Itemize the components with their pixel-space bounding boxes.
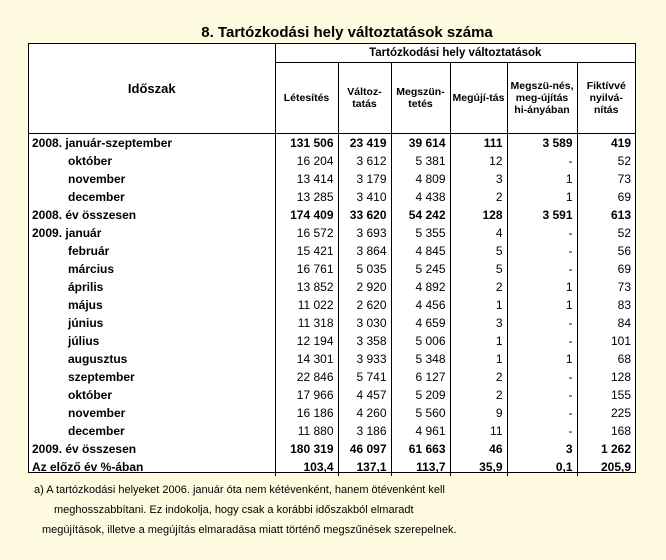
table-cell: 11 880 (275, 422, 338, 440)
table-cell: 155 (577, 386, 635, 404)
table-row (29, 404, 635, 422)
table-cell: 4 457 (338, 386, 391, 404)
table-cell: 73 (577, 278, 635, 296)
footnote-line: meghosszabbítani. Ez indokolja, hogy csak a korábbi időszakból elmaradt (54, 504, 414, 516)
table-cell: - (507, 368, 577, 386)
table-cell: - (507, 152, 577, 170)
period-header: Időszak (29, 44, 275, 134)
table-cell: 61 663 (391, 440, 450, 458)
table-cell: 3 030 (338, 314, 391, 332)
row-label: 2008. január-szeptember (29, 134, 275, 153)
table-cell: 113,7 (391, 458, 450, 476)
table-cell: 23 419 (338, 134, 391, 153)
table-row (29, 458, 635, 476)
table-cell: 11 022 (275, 296, 338, 314)
table-cell: 111 (450, 134, 507, 153)
table-cell: 56 (577, 242, 635, 260)
table-row (29, 134, 635, 153)
table-cell: 613 (577, 206, 635, 224)
table-cell: 69 (577, 188, 635, 206)
table-cell: 1 (507, 170, 577, 188)
table-cell: 2 (450, 278, 507, 296)
table-cell: 22 846 (275, 368, 338, 386)
table-cell: 5 741 (338, 368, 391, 386)
table-cell: 13 414 (275, 170, 338, 188)
table-cell: 137,1 (338, 458, 391, 476)
statistics-table (29, 44, 635, 476)
table-cell: 13 852 (275, 278, 338, 296)
table-cell: 9 (450, 404, 507, 422)
table-cell: 73 (577, 170, 635, 188)
table-cell: 5 (450, 242, 507, 260)
footnote-line: a) A tartózkodási helyeket 2006. január óta nem kétévenként, hanem ötévenként kell (34, 484, 445, 496)
table-cell: 1 262 (577, 440, 635, 458)
table-row (29, 206, 635, 224)
column-header-megujitas: Megújí-tás (450, 63, 507, 134)
table-cell: 3 612 (338, 152, 391, 170)
row-label: november (68, 172, 126, 186)
table-cell: 17 966 (275, 386, 338, 404)
table-cell: - (507, 422, 577, 440)
row-label: december (68, 424, 125, 438)
table-cell: 11 (450, 422, 507, 440)
row-label: október (68, 388, 113, 402)
table-cell: 128 (450, 206, 507, 224)
column-header-megszunes: Megszü-nés, meg-újítás hi-ányában (507, 63, 577, 134)
table-cell: - (507, 242, 577, 260)
table-cell: 15 421 (275, 242, 338, 260)
table-cell: 5 (450, 260, 507, 278)
table-cell: 68 (577, 350, 635, 368)
table-cell: 16 186 (275, 404, 338, 422)
table-cell: 1 (507, 278, 577, 296)
table-cell: 4 (450, 224, 507, 242)
table-cell: 4 456 (391, 296, 450, 314)
table-cell: 4 845 (391, 242, 450, 260)
column-header-megszuntetes: Megszün-tetés (391, 63, 450, 134)
row-label: 2009. január (32, 226, 102, 240)
table-cell: 180 319 (275, 440, 338, 458)
table-cell: 5 560 (391, 404, 450, 422)
table-cell: 46 097 (338, 440, 391, 458)
table-row (29, 242, 635, 260)
table-cell: 3 (450, 314, 507, 332)
table-cell: 3 933 (338, 350, 391, 368)
table-cell: 2 620 (338, 296, 391, 314)
table-body (29, 134, 635, 477)
table-cell: 13 285 (275, 188, 338, 206)
table-cell: 0,1 (507, 458, 577, 476)
table-row (29, 278, 635, 296)
column-header-valtoztatas: Változ-tatás (338, 63, 391, 134)
table-row (29, 296, 635, 314)
table-cell: - (507, 314, 577, 332)
table-cell: 5 355 (391, 224, 450, 242)
table-row (29, 224, 635, 242)
table-title: 8. Tartózkodási hely változtatások száma (201, 24, 493, 41)
table-cell: 168 (577, 422, 635, 440)
table-cell: 46 (450, 440, 507, 458)
column-header-fiktivve: Fiktívvé nyilvá-nítás (577, 63, 635, 134)
table-cell: 33 620 (338, 206, 391, 224)
table-row (29, 314, 635, 332)
table-cell: 83 (577, 296, 635, 314)
row-label: szeptember (68, 370, 135, 384)
table-cell: 4 961 (391, 422, 450, 440)
row-label: december (68, 190, 125, 204)
table-cell: 2 920 (338, 278, 391, 296)
row-label: március (68, 262, 115, 276)
table-cell: 3 (507, 440, 577, 458)
table-cell: 419 (577, 134, 635, 153)
table-cell: 3 186 (338, 422, 391, 440)
table-cell: 3 864 (338, 242, 391, 260)
group-header: Tartózkodási hely változtatások (275, 44, 635, 63)
table-cell: 69 (577, 260, 635, 278)
table-cell: 2 (450, 386, 507, 404)
table-cell: 54 242 (391, 206, 450, 224)
row-label: április (68, 280, 104, 294)
table-cell: 131 506 (275, 134, 338, 153)
row-label: június (68, 316, 104, 330)
table-cell: 1 (507, 296, 577, 314)
table-cell: - (507, 332, 577, 350)
table-cell: 5 245 (391, 260, 450, 278)
table-cell: 14 301 (275, 350, 338, 368)
table-cell: 5 381 (391, 152, 450, 170)
table-cell: 5 035 (338, 260, 391, 278)
table-cell: 3 591 (507, 206, 577, 224)
table-cell: 16 204 (275, 152, 338, 170)
table-cell: 2 (450, 368, 507, 386)
table-cell: 1 (507, 188, 577, 206)
table-cell: 5 006 (391, 332, 450, 350)
table-cell: 1 (507, 350, 577, 368)
table-cell: 84 (577, 314, 635, 332)
table-row (29, 170, 635, 188)
row-label: július (68, 334, 100, 348)
row-label: október (68, 154, 113, 168)
row-label: május (68, 298, 103, 312)
table-cell: 5 209 (391, 386, 450, 404)
table-cell: 4 438 (391, 188, 450, 206)
row-label: február (68, 244, 110, 258)
table-cell: 174 409 (275, 206, 338, 224)
table-cell: 16 761 (275, 260, 338, 278)
table-cell: - (507, 386, 577, 404)
table-cell: - (507, 404, 577, 422)
statistics-table-container (28, 43, 636, 473)
table-cell: 12 (450, 152, 507, 170)
table-cell: 103,4 (275, 458, 338, 476)
footnote-line: megújítások, illetve a megújítás elmaradása miatt történő megszűnések szerepelnek. (42, 524, 457, 536)
table-cell: 1 (450, 350, 507, 368)
table-row (29, 332, 635, 350)
table-cell: 1 (450, 296, 507, 314)
column-header-letesites: Létesítés (275, 63, 338, 134)
table-cell: - (507, 260, 577, 278)
table-cell: 3 (450, 170, 507, 188)
table-row (29, 152, 635, 170)
table-cell: 52 (577, 224, 635, 242)
table-row (29, 368, 635, 386)
table-cell: 6 127 (391, 368, 450, 386)
table-row (29, 188, 635, 206)
table-row (29, 422, 635, 440)
table-cell: - (507, 224, 577, 242)
table-cell: 225 (577, 404, 635, 422)
table-cell: 2 (450, 188, 507, 206)
table-row (29, 350, 635, 368)
table-cell: 3 179 (338, 170, 391, 188)
table-cell: 4 260 (338, 404, 391, 422)
table-row (29, 440, 635, 458)
row-label: 2009. év összesen (32, 442, 137, 456)
table-cell: 52 (577, 152, 635, 170)
row-label: Az előző év %-ában (32, 460, 144, 474)
row-label: november (68, 406, 126, 420)
table-cell: 205,9 (577, 458, 635, 476)
table-cell: 12 194 (275, 332, 338, 350)
table-cell: 3 693 (338, 224, 391, 242)
table-cell: 128 (577, 368, 635, 386)
table-cell: 16 572 (275, 224, 338, 242)
table-cell: 35,9 (450, 458, 507, 476)
table-cell: 3 410 (338, 188, 391, 206)
row-label: 2008. év összesen (32, 208, 137, 222)
footnote (34, 480, 654, 540)
table-cell: 1 (450, 332, 507, 350)
table-cell: 101 (577, 332, 635, 350)
table-cell: 4 892 (391, 278, 450, 296)
table-cell: 4 809 (391, 170, 450, 188)
row-label: augusztus (68, 352, 128, 366)
table-row (29, 260, 635, 278)
table-cell: 11 318 (275, 314, 338, 332)
table-cell: 3 358 (338, 332, 391, 350)
table-cell: 5 348 (391, 350, 450, 368)
table-row (29, 386, 635, 404)
table-cell: 4 659 (391, 314, 450, 332)
table-cell: 39 614 (391, 134, 450, 153)
table-cell: 3 589 (507, 134, 577, 153)
